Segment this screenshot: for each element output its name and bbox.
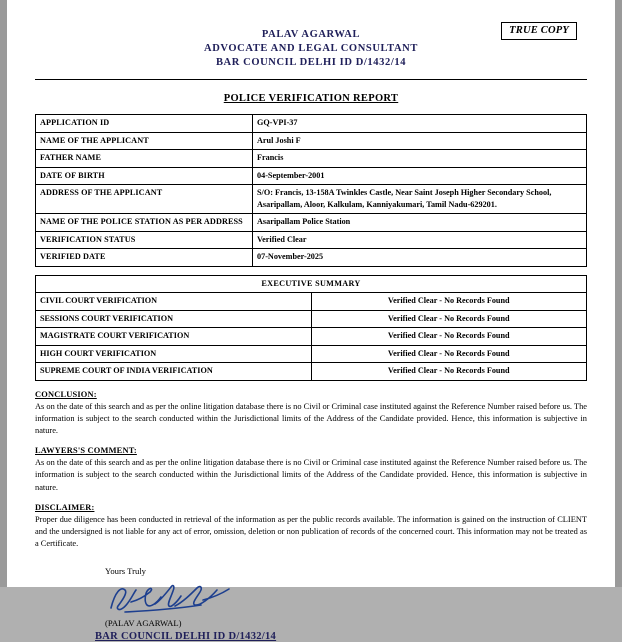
letterhead-bar-id: BAR COUNCIL DELHI ID D/1432/14 bbox=[215, 57, 407, 68]
table-header-row bbox=[36, 275, 587, 293]
applicant-details-table bbox=[35, 114, 587, 267]
header-divider bbox=[35, 79, 587, 80]
signatory-name: (PALAV AGARWAL) bbox=[105, 618, 182, 629]
row-value: S/O: Francis, 13-158A Twinkles Castle, Near Saint Joseph Higher Secondary School, Asaripallam, Aloor, Kalkulam, Kanniyakumari, Tamil Nadu-629201. bbox=[253, 185, 587, 214]
summary-heading: EXECUTIVE SUMMARY bbox=[36, 275, 587, 293]
row-label: VERIFICATION STATUS bbox=[36, 231, 253, 249]
row-label: CIVIL COURT VERIFICATION bbox=[36, 293, 312, 311]
lawyers-comment-section bbox=[35, 446, 587, 494]
row-label: SUPREME COURT OF INDIA VERIFICATION bbox=[36, 363, 312, 381]
row-label: NAME OF THE POLICE STATION AS PER ADDRESS bbox=[36, 214, 253, 232]
table-row bbox=[36, 150, 587, 168]
row-label: HIGH COURT VERIFICATION bbox=[36, 345, 312, 363]
row-value: 04-September-2001 bbox=[253, 167, 587, 185]
table-row bbox=[36, 132, 587, 150]
table-row bbox=[36, 185, 587, 214]
row-label: SESSIONS COURT VERIFICATION bbox=[36, 310, 312, 328]
table-row bbox=[36, 115, 587, 133]
signatory-bar-id: BAR COUNCIL DELHI ID D/1432/14 bbox=[95, 631, 277, 642]
conclusion-title: CONCLUSION: bbox=[35, 389, 97, 399]
page-title bbox=[35, 88, 587, 106]
row-value: GQ-VPI-37 bbox=[253, 115, 587, 133]
table-row bbox=[36, 231, 587, 249]
table-row bbox=[36, 167, 587, 185]
row-value: Verified Clear bbox=[253, 231, 587, 249]
lawyers-comment-body: As on the date of this search and as per the online litigation database there is no Civil or Criminal case instituted against the Reference Number raised before us. The information is subject to the search conducted within the Jurisdictional limits of the Address of the Candidate provided. Hence, this information is subjective in nature. bbox=[35, 458, 587, 492]
signature-icon bbox=[105, 578, 235, 620]
table-row bbox=[36, 363, 587, 381]
document-content bbox=[7, 0, 615, 642]
letterhead-role: ADVOCATE AND LEGAL CONSULTANT bbox=[204, 43, 418, 54]
disclaimer-section bbox=[35, 503, 587, 551]
row-value: Verified Clear - No Records Found bbox=[311, 310, 587, 328]
disclaimer-title: DISCLAIMER: bbox=[35, 502, 95, 512]
table-row bbox=[36, 310, 587, 328]
row-value: Arul Joshi F bbox=[253, 132, 587, 150]
disclaimer-body: Proper due diligence has been conducted in retrieval of the information as per the public records available. The information is gained on the instruction of CLIENT and the undersigned is not liable for any act of error, omission, deletion or non publication of records of the concerned court. This information may not be treated as a Certificate. bbox=[35, 514, 587, 549]
row-value: Asaripallam Police Station bbox=[253, 214, 587, 232]
lawyers-comment-title: LAWYERS'S COMMENT: bbox=[35, 446, 137, 456]
row-value: Verified Clear - No Records Found bbox=[311, 363, 587, 381]
yours-truly-text: Yours Truly bbox=[105, 566, 146, 577]
table-row bbox=[36, 214, 587, 232]
page-title-text: POLICE VERIFICATION REPORT bbox=[223, 93, 399, 104]
conclusion-section bbox=[35, 390, 587, 438]
letterhead-name: PALAV AGARWAL bbox=[261, 29, 361, 40]
row-label: MAGISTRATE COURT VERIFICATION bbox=[36, 328, 312, 346]
executive-summary-table bbox=[35, 275, 587, 381]
executive-summary-section bbox=[35, 275, 587, 381]
row-label: APPLICATION ID bbox=[36, 115, 253, 133]
table-row bbox=[36, 345, 587, 363]
row-value: Verified Clear - No Records Found bbox=[311, 293, 587, 311]
row-value: Verified Clear - No Records Found bbox=[311, 328, 587, 346]
true-copy-stamp: TRUE COPY bbox=[501, 22, 577, 40]
row-label: NAME OF THE APPLICANT bbox=[36, 132, 253, 150]
signature-area bbox=[105, 578, 587, 620]
row-label: DATE OF BIRTH bbox=[36, 167, 253, 185]
page-edge-left bbox=[0, 0, 7, 587]
conclusion-body: As on the date of this search and as per the online litigation database there is no Civil or Criminal case instituted against the Reference Number raised before us. The information is subject to the search conducted within the Jurisdictional limits of the Address of the Candidate provided. Hence, this information is subjective in nature. bbox=[35, 401, 587, 435]
row-label: ADDRESS OF THE APPLICANT bbox=[36, 185, 253, 214]
table-row bbox=[36, 249, 587, 267]
row-value: Verified Clear - No Records Found bbox=[311, 345, 587, 363]
row-label: VERIFIED DATE bbox=[36, 249, 253, 267]
row-value: Francis bbox=[253, 150, 587, 168]
row-label: FATHER NAME bbox=[36, 150, 253, 168]
row-value: 07-November-2025 bbox=[253, 249, 587, 267]
table-row bbox=[36, 328, 587, 346]
page-edge-right bbox=[615, 0, 622, 587]
table-row bbox=[36, 293, 587, 311]
